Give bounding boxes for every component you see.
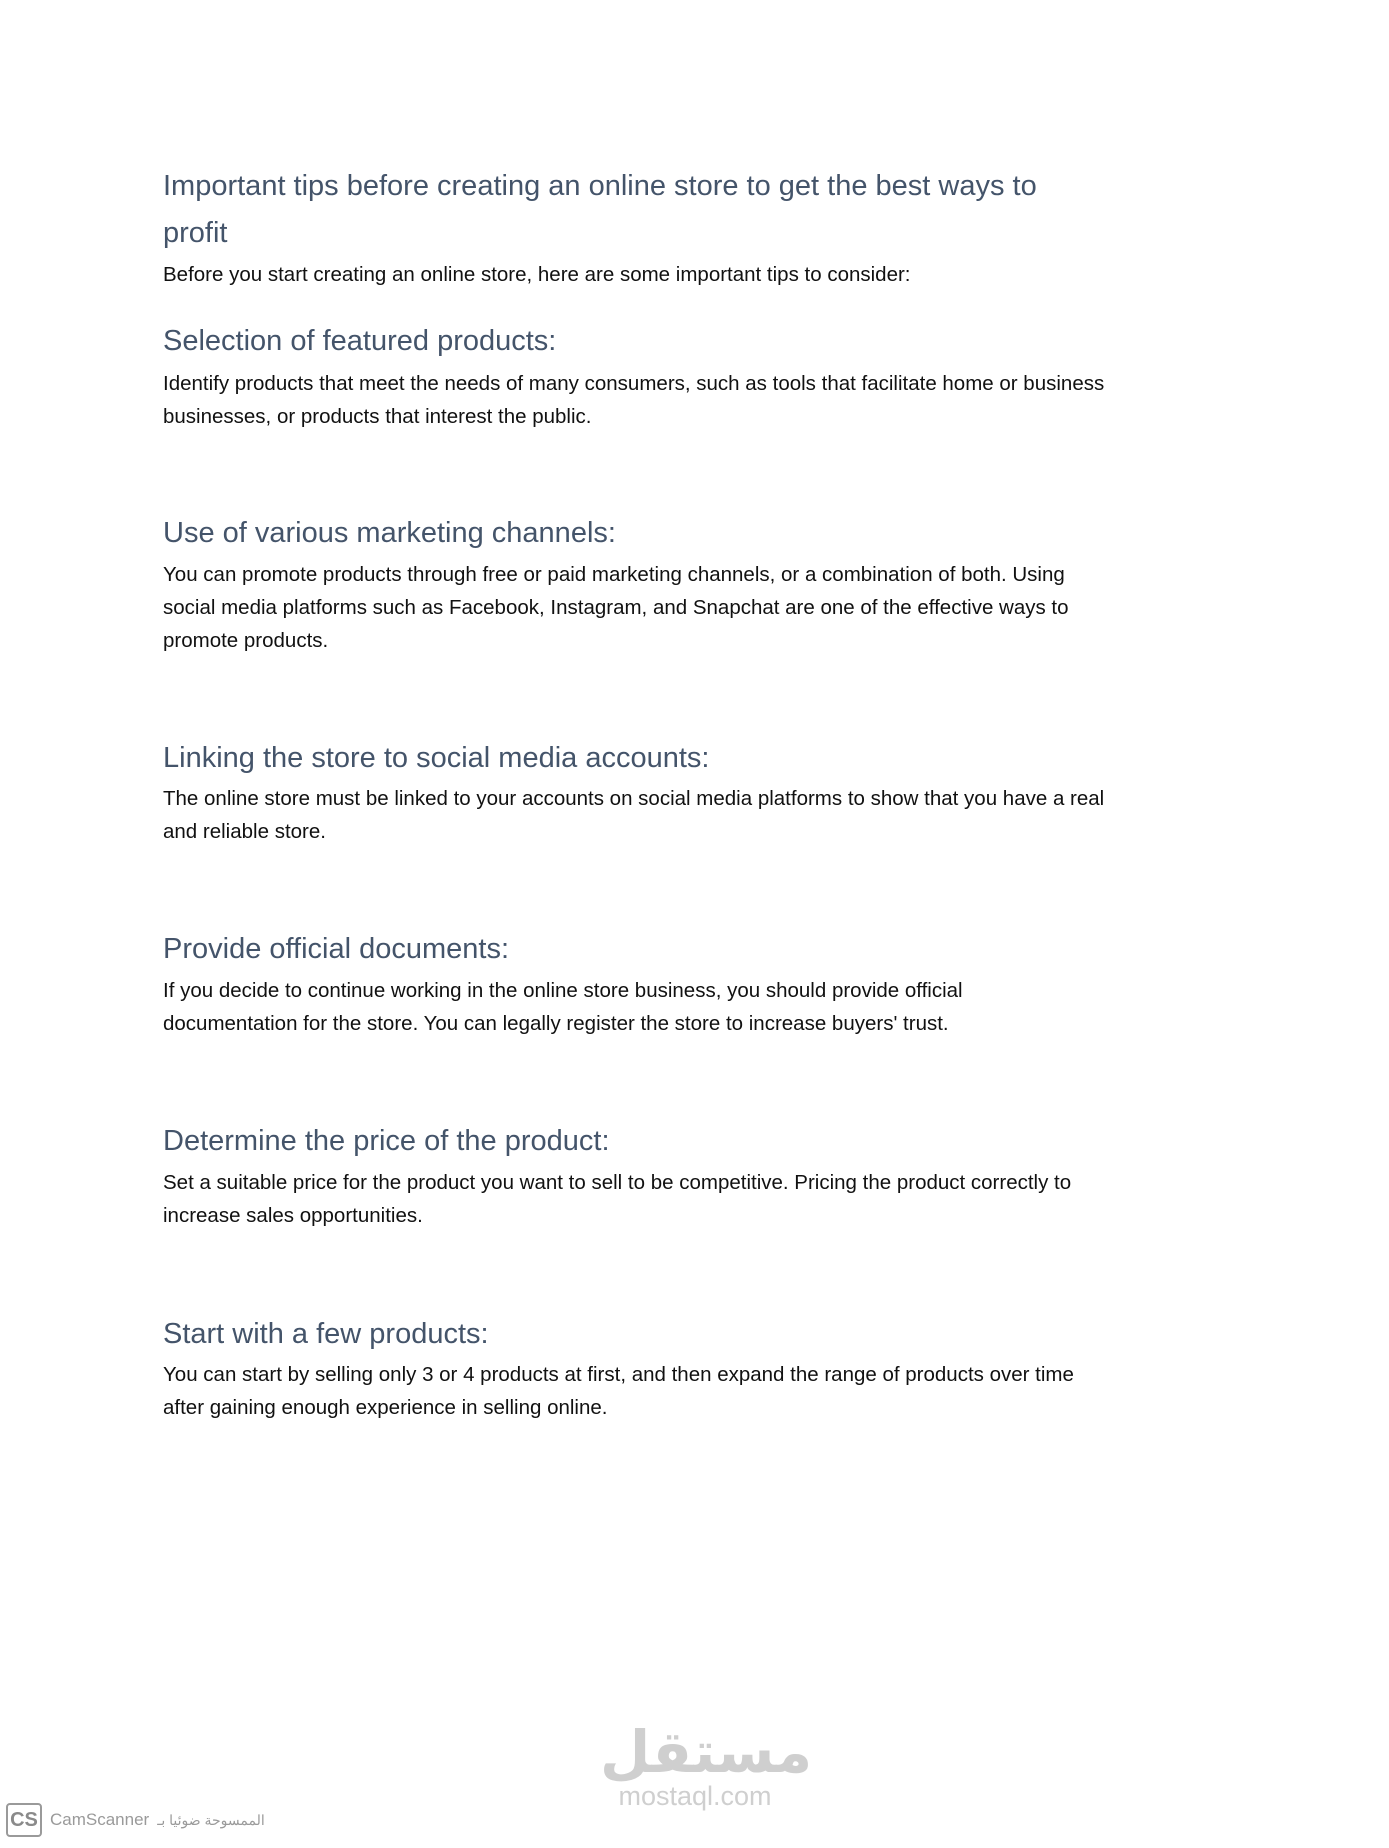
body-line: and reliable store.	[163, 820, 326, 843]
section-body	[163, 974, 963, 1040]
camscanner-arabic: الممسوحة ضوئيا بـ	[157, 1811, 265, 1828]
section-body	[163, 1166, 1071, 1232]
section-body	[163, 782, 1104, 848]
camscanner-logo-icon: CS	[6, 1803, 42, 1837]
body-line: The online store must be linked to your accounts on social media platforms to show that you have a real	[163, 787, 1105, 810]
body-line: You can promote products through free or paid marketing channels, or a combination of both. Using	[163, 563, 1065, 586]
camscanner-watermark	[6, 1803, 265, 1837]
body-line: after gaining enough experience in selling online.	[163, 1396, 608, 1419]
body-line: documentation for the store. You can legally register the store to increase buyers' trust.	[163, 1012, 949, 1035]
section-heading: Start with a few products:	[163, 1318, 489, 1350]
section-heading: Provide official documents:	[163, 933, 510, 965]
watermark-latin: mostaql.com	[618, 1781, 772, 1811]
body-line: increase sales opportunities.	[163, 1204, 423, 1227]
section-heading: Linking the store to social media accounts:	[163, 742, 710, 774]
title-line: profit	[163, 217, 228, 249]
camscanner-label: CamScanner	[50, 1810, 150, 1829]
body-line: Identify products that meet the needs of many consumers, such as tools that facilitate home or business	[163, 372, 1105, 395]
body-line: social media platforms such as Facebook, Instagram, and Snapchat are one of the effective ways to	[163, 596, 1069, 619]
body-line: businesses, or products that interest the public.	[163, 405, 592, 428]
section-heading: Use of various marketing channels:	[163, 517, 616, 549]
intro-paragraph: Before you start creating an online store, here are some important tips to consider:	[163, 263, 911, 286]
section-body	[163, 558, 1069, 657]
section-body	[163, 1358, 1074, 1424]
document-title	[163, 163, 1037, 257]
body-line: If you decide to continue working in the online store business, you should provide official	[163, 979, 963, 1002]
title-line: Important tips before creating an online store to get the best ways to	[163, 170, 1037, 202]
section-heading: Selection of featured products:	[163, 325, 557, 357]
body-line: Set a suitable price for the product you want to sell to be competitive. Pricing the product correctly to	[163, 1171, 1072, 1194]
body-line: You can start by selling only 3 or 4 products at first, and then expand the range of products over time	[163, 1363, 1074, 1386]
mostaql-watermark	[600, 1718, 813, 1811]
watermark-arabic: مستقل	[600, 1718, 813, 1786]
body-line: promote products.	[163, 629, 329, 652]
section-body	[163, 367, 1104, 433]
section-heading: Determine the price of the product:	[163, 1125, 610, 1157]
